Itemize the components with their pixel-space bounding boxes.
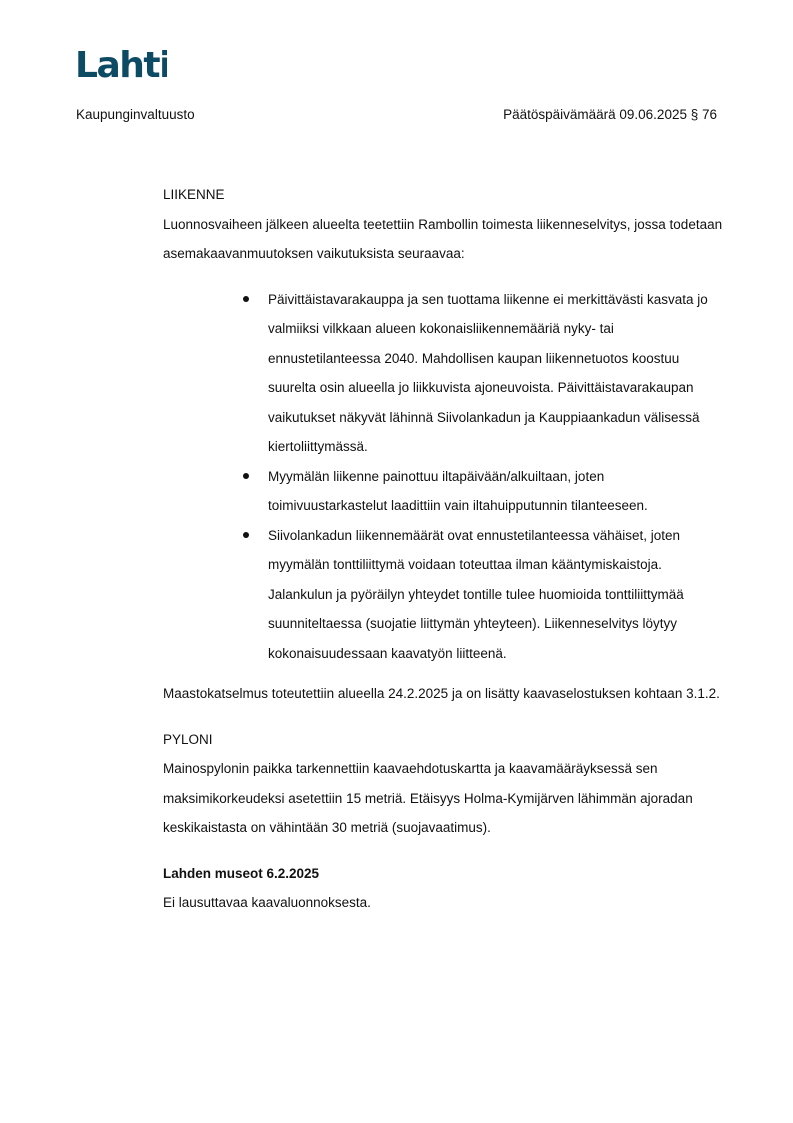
museums-paragraph: Ei lausuttavaa kaavaluonnoksesta. xyxy=(163,895,371,910)
svg-text:Lahti: Lahti xyxy=(75,46,167,82)
bullet-icon xyxy=(243,473,249,479)
list-item-text: Myymälän liikenne painottuu iltapäivään/alkuiltaan, joten toimivuustarkastelut laadittiin vain iltahuipputunnin tilanteeseen. xyxy=(268,468,648,513)
section-title-pylon: PYLONI xyxy=(163,731,213,747)
document-body xyxy=(163,180,723,918)
list-item xyxy=(268,285,723,462)
lahti-logo-graphic xyxy=(75,46,167,82)
bullet-icon xyxy=(243,532,249,538)
section-title-traffic: LIIKENNE xyxy=(163,187,225,202)
pylon-paragraph: Mainospylonin paikka tarkennettiin kaavaehdotuskartta ja kaavamääräyksessä sen maksimikorkeudeksi asetettiin 15 metriä. Etäisyys Holma-Kymijärven lähimmän ajoradan keskikaistasta on vähintään 30 metriä (suojavaatimus). xyxy=(163,761,693,835)
lahti-logo xyxy=(75,46,167,82)
survey-paragraph: Maastokatselmus toteutettiin alueella 24.2.2025 ja on lisätty kaavaselostuksen kohtaan 3.1.2. xyxy=(163,686,720,701)
list-item-text: Päivittäistavarakauppa ja sen tuottama liikenne ei merkittävästi kasvata jo valmiiksi vilkkaan alueen kokonaisliikennemääriä nyky- tai ennustetilanteessa 2040. Mahdollisen kaupan liikennetuotos koostuu suurelta osin alueella jo liikkuvista ajoneuvoista. Päivittäistavarakaupan vaikutukset näkyvät lähinnä Siivolankadun ja Kauppiaankadun välisessä kiertoliittymässä. xyxy=(268,291,708,454)
decision-date: Päätöspäivämäärä 09.06.2025 § 76 xyxy=(503,107,717,122)
section-title-museums: Lahden museot 6.2.2025 xyxy=(163,865,320,881)
list-item xyxy=(268,521,723,669)
traffic-intro: Luonnosvaiheen jälkeen alueelta teetettiin Rambollin toimesta liikenneselvitys, jossa todetaan asemakaavanmuutoksen vaikutuksista seuraavaa: xyxy=(163,216,723,261)
list-item-text: Siivolankadun liikennemäärät ovat ennustetilanteessa vähäiset, joten myymälän tonttiliittymä voidaan toteuttaa ilman kääntymiskaistoja. Jalankulun ja pyöräilyn yhteydet tontille tulee huomioida tonttiliittymää suunniteltaessa (suojatie liittymän yhteyteen). Liikenneselvitys löytyy kokonaisuudessaan kaavatyön liitteenä. xyxy=(268,527,684,661)
list-item xyxy=(268,462,723,521)
body-name: Kaupunginvaltuusto xyxy=(76,107,195,122)
bullet-icon xyxy=(243,296,249,302)
traffic-bullet-list xyxy=(163,285,723,669)
